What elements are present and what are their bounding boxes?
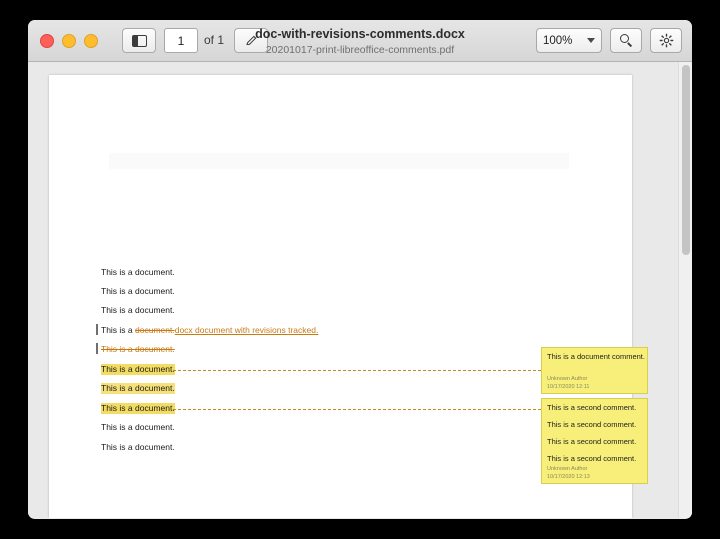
- doc-line-deleted-full: This is a document.: [101, 344, 175, 354]
- doc-line-deleted: document.: [135, 325, 175, 335]
- minimize-button[interactable]: [62, 34, 76, 48]
- search-button[interactable]: [610, 28, 642, 53]
- chevron-down-icon: [587, 38, 595, 43]
- comment-card[interactable]: [541, 347, 648, 394]
- toolbar-left: [122, 28, 268, 53]
- window-titlebar[interactable]: [28, 20, 692, 62]
- comment-text: This is a second comment.: [547, 437, 637, 446]
- comment-timestamp: 10/17/2020 12:11: [547, 384, 590, 390]
- doc-line-inserted: docx document with revisions tracked.: [174, 325, 319, 335]
- zoom-dropdown[interactable]: [536, 28, 602, 53]
- comment-text: This is a second comment.: [547, 454, 637, 463]
- comment-leader-line: [173, 370, 541, 371]
- zoom-button[interactable]: [84, 34, 98, 48]
- doc-line: This is a document.: [101, 286, 175, 296]
- comment-leader-line: [173, 409, 541, 410]
- comment-timestamp: 10/17/2020 12:13: [547, 474, 590, 480]
- doc-line-highlighted: This is a document.: [101, 364, 175, 374]
- window-controls: [40, 34, 98, 48]
- faint-header-band: [109, 153, 569, 169]
- comment-text: This is a second comment.: [547, 420, 637, 429]
- doc-line: This is a document.: [101, 442, 175, 452]
- document-viewport[interactable]: [28, 62, 692, 518]
- search-icon: [620, 34, 633, 47]
- scrollbar-thumb[interactable]: [682, 65, 690, 255]
- doc-line-highlighted: This is a document.: [101, 403, 175, 413]
- page-number-input[interactable]: [164, 28, 198, 53]
- page-title: doc-with-revisions-comments.docx: [255, 27, 465, 41]
- comment-author: Unknown Author: [547, 376, 588, 382]
- pencil-icon: [245, 34, 258, 47]
- comment-card[interactable]: [541, 398, 648, 484]
- doc-line-prefix: This is a: [101, 325, 136, 335]
- comment-text: This is a second comment.: [547, 403, 637, 412]
- sidebar-icon: [132, 35, 147, 47]
- sidebar-toggle-button[interactable]: [122, 28, 156, 53]
- comment-text: This is a document comment.: [547, 352, 645, 361]
- doc-line-highlighted: This is a document.: [101, 383, 175, 393]
- doc-line-revised: [101, 325, 318, 336]
- doc-line: This is a document.: [101, 267, 175, 277]
- zoom-level-label: 100%: [543, 34, 573, 47]
- settings-button[interactable]: [650, 28, 682, 53]
- preview-window: [28, 20, 692, 519]
- toolbar-right: [536, 28, 682, 53]
- gear-icon: [659, 33, 674, 48]
- close-button[interactable]: [40, 34, 54, 48]
- vertical-scrollbar[interactable]: [678, 62, 692, 518]
- change-bar: [96, 324, 98, 335]
- page-navigator: [164, 28, 224, 53]
- page-subtitle: 20201017-print-libreoffice-comments.pdf: [265, 44, 455, 56]
- doc-line: This is a document.: [101, 305, 175, 315]
- markup-tool-button[interactable]: [234, 28, 268, 53]
- page-count-label: of 1: [204, 33, 225, 47]
- comment-author: Unknown Author: [547, 466, 588, 472]
- doc-line: This is a document.: [101, 422, 175, 432]
- change-bar: [96, 343, 98, 354]
